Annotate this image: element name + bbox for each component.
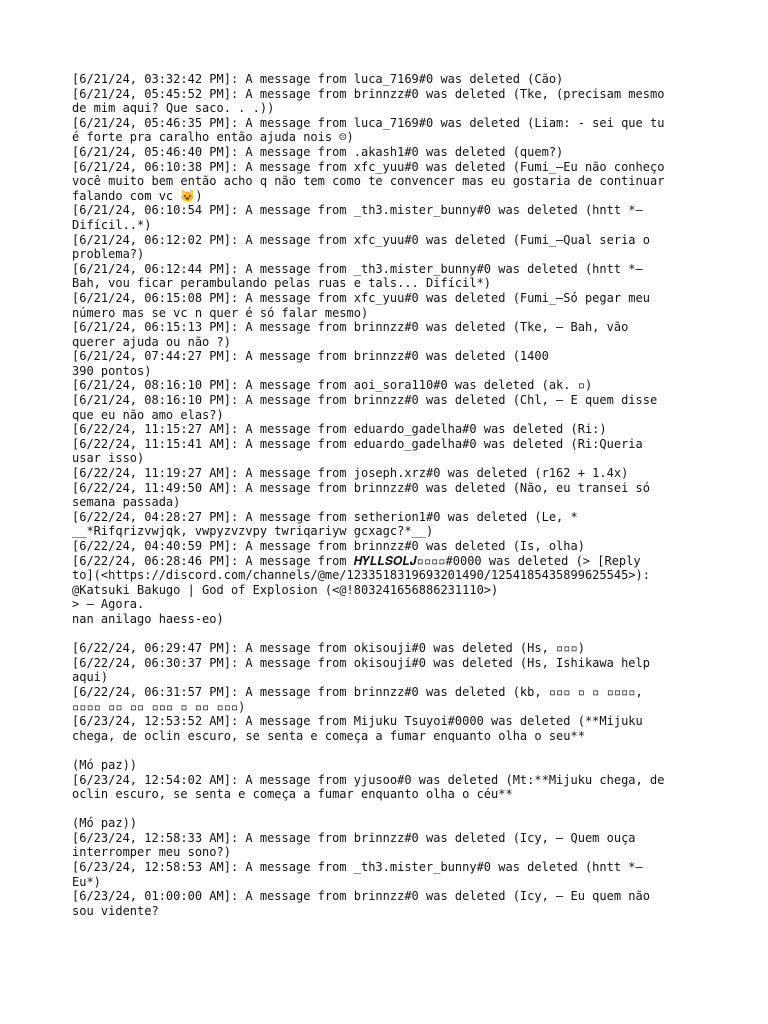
log-line: to](<https://discord.com/channels/@me/1233518319693201490/1254185435899625545>): (72, 568, 650, 583)
log-line: Difícil..*) (72, 217, 152, 232)
log-line: [6/23/24, 01:00:00 AM]: A message from brinnzz#0 was deleted (Icy, — Eu quem não (72, 889, 650, 904)
log-line: [6/22/24, 04:28:27 PM]: A message from setherion1#0 was deleted (Le, * (72, 509, 578, 524)
log-line: falando com vc 😺) (72, 188, 203, 203)
log-line: semana passada) (72, 495, 181, 510)
log-line: [6/21/24, 06:12:44 PM]: A message from _th3.mister_bunny#0 was deleted (hntt *— (72, 261, 643, 276)
log-line: aqui) (72, 670, 109, 685)
log-line: [6/23/24, 12:53:52 AM]: A message from Mijuku Tsuyoi#0000 was deleted (**Mijuku (72, 714, 643, 729)
log-line: sou vidente? (72, 903, 159, 918)
log-line (72, 802, 702, 817)
log-line: Eu*) (72, 874, 101, 889)
log-line: [6/22/24, 06:28:46 PM]: A message from 𝑯𝒀𝑳𝑳𝑺𝑶𝑳𝑱▫▫▫▫#0000 was deleted (> [Reply (72, 553, 641, 568)
log-line: [6/22/24, 11:49:50 AM]: A message from brinnzz#0 was deleted (Não, eu transei só (72, 480, 650, 495)
log-document (72, 72, 702, 918)
log-line: ▫▫▫▫ ▫▫ ▫▫ ▫▫▫ ▫ ▫▫ ▫▫▫) (72, 699, 246, 714)
log-line: 390 pontos) (72, 363, 152, 378)
log-line: você muito bem então acho q não tem como te convencer mas eu gostaria de continuar (72, 174, 665, 189)
log-line: [6/21/24, 06:10:38 PM]: A message from xfc_yuu#0 was deleted (Fumi_—Eu não conheço (72, 159, 665, 174)
log-line: número mas se vc n quer é só falar mesmo) (72, 305, 369, 320)
log-line: [6/21/24, 06:15:13 PM]: A message from brinnzz#0 was deleted (Tke, — Bah, vão (72, 320, 629, 335)
log-line: [6/22/24, 04:40:59 PM]: A message from brinnzz#0 was deleted (Is, olha) (72, 539, 585, 553)
log-line: oclin escuro, se senta e começa a fumar enquanto olha o céu** (72, 787, 513, 802)
log-line: [6/23/24, 12:58:33 AM]: A message from brinnzz#0 was deleted (Icy, — Quem ouça (72, 830, 636, 845)
log-line: [6/21/24, 06:12:02 PM]: A message from xfc_yuu#0 was deleted (Fumi_—Qual seria o (72, 232, 650, 247)
log-line: (Mó paz)) (72, 816, 138, 831)
log-line: [6/22/24, 11:15:41 AM]: A message from eduardo_gadelha#0 was deleted (Ri:Queria (72, 436, 643, 451)
log-line: [6/22/24, 11:15:27 AM]: A message from eduardo_gadelha#0 was deleted (Ri:) (72, 422, 607, 437)
log-line: [6/21/24, 06:15:08 PM]: A message from xfc_yuu#0 was deleted (Fumi_—Só pegar meu (72, 290, 650, 305)
log-line: __*Rifqrizvwjqk, vwpyzvzvpy twriqariyw gcxagc?*__) (72, 524, 434, 539)
log-line: [6/22/24, 06:31:57 PM]: A message from brinnzz#0 was deleted (kb, ▫▫▫ ▫ ▫ ▫▫▫▫, (72, 684, 643, 699)
log-line: [6/21/24, 06:10:54 PM]: A message from _th3.mister_bunny#0 was deleted (hntt *— (72, 203, 643, 218)
log-line: problema?) (72, 247, 145, 262)
log-line: @Katsuki Bakugo | God of Explosion (<@!803241656886231110>) (72, 582, 499, 597)
log-line: usar isso) (72, 451, 145, 466)
log-line: [6/21/24, 05:45:52 PM]: A message from brinnzz#0 was deleted (Tke, (precisam mesmo (72, 86, 665, 101)
log-line: que eu não amo elas?) (72, 407, 224, 422)
log-line: [6/23/24, 12:58:53 AM]: A message from _th3.mister_bunny#0 was deleted (hntt *— (72, 860, 643, 875)
log-line: interromper meu sono?) (72, 845, 231, 860)
log-line: [6/21/24, 08:16:10 PM]: A message from aoi_sora110#0 was deleted (ak. ▫) (72, 378, 593, 393)
log-line: [6/22/24, 11:19:27 AM]: A message from joseph.xrz#0 was deleted (r162 + 1.4x) (72, 466, 629, 481)
log-line: [6/22/24, 06:29:47 PM]: A message from okisouji#0 was deleted (Hs, ▫▫▫) (72, 641, 585, 656)
log-line: [6/21/24, 07:44:27 PM]: A message from brinnzz#0 was deleted (1400 (72, 349, 549, 364)
log-line: de mim aqui? Que saco. . .)) (72, 101, 275, 116)
log-line: é forte pra caralho então ajuda nois ☹) (72, 130, 354, 145)
log-line (72, 743, 702, 758)
log-line: (Mó paz)) (72, 757, 138, 772)
log-line: [6/21/24, 03:32:42 PM]: A message from luca_7169#0 was deleted (Cão) (72, 72, 564, 86)
log-line (72, 627, 702, 642)
log-line: nan anilago haess-eo) (72, 611, 224, 626)
log-line: [6/21/24, 05:46:35 PM]: A message from luca_7169#0 was deleted (Liam: - sei que tu (72, 115, 665, 130)
log-line: querer ajuda ou não ?) (72, 334, 231, 349)
log-line: > — Agora. (72, 597, 145, 612)
log-line: chega, de oclin escuro, se senta e começa a fumar enquanto olha o seu** (72, 728, 585, 743)
log-line: [6/21/24, 08:16:10 PM]: A message from brinnzz#0 was deleted (Chl, — E quem disse (72, 393, 658, 408)
log-line: [6/22/24, 06:30:37 PM]: A message from okisouji#0 was deleted (Hs, Ishikawa help (72, 655, 650, 670)
log-line: [6/21/24, 05:46:40 PM]: A message from .akash1#0 was deleted (quem?) (72, 144, 564, 159)
log-line: Bah, vou ficar perambulando pelas ruas e tals... Difícil*) (72, 276, 492, 291)
log-line: [6/23/24, 12:54:02 AM]: A message from yjusoo#0 was deleted (Mt:**Mijuku chega, de (72, 772, 665, 787)
